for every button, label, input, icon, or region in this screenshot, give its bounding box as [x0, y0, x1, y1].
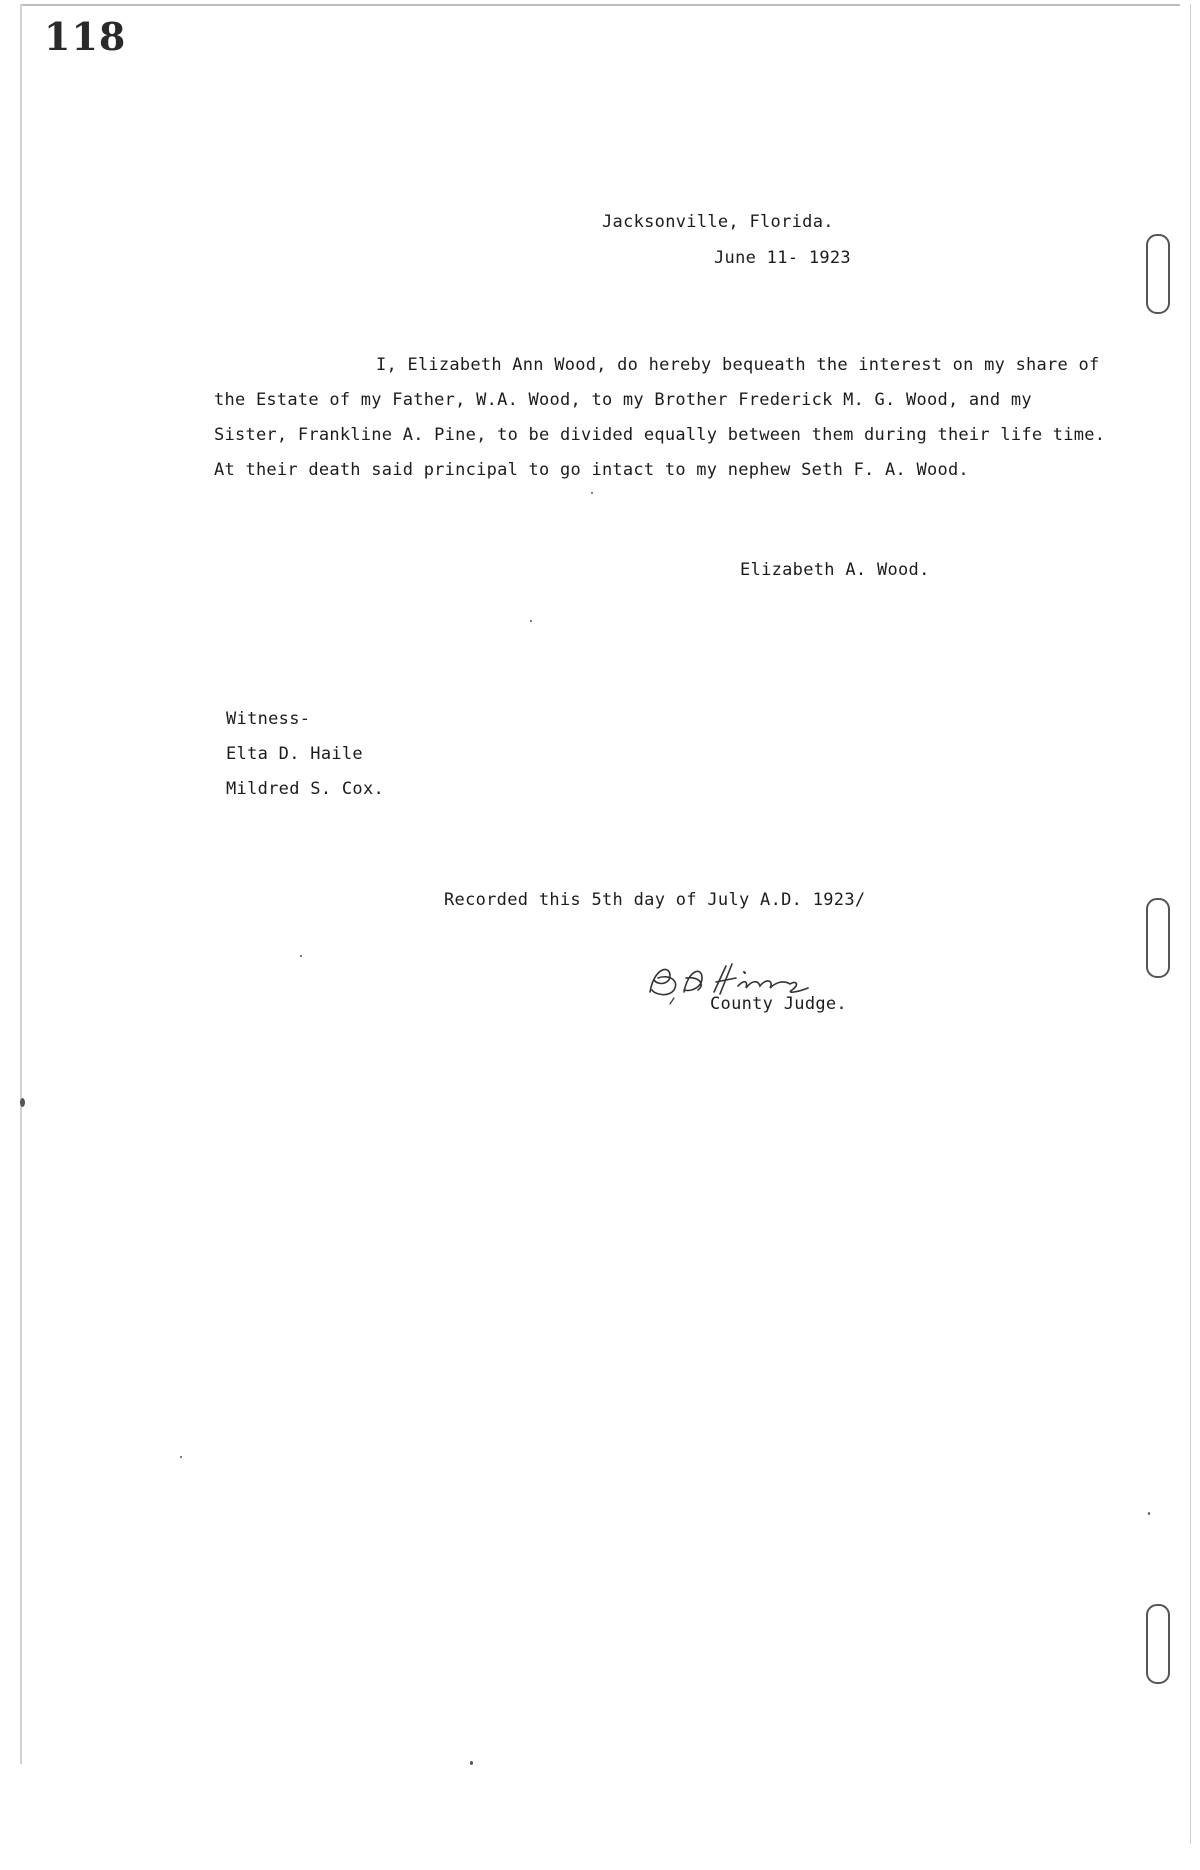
paragraph-line: the Estate of my Father, W.A. Wood, to my Brother Frederick M. G. Wood, and my: [214, 390, 1032, 410]
binder-hole: [1146, 898, 1170, 978]
bequest-paragraph: [214, 348, 1106, 488]
ink-speck: [470, 1761, 473, 1765]
judge-title: County Judge.: [710, 994, 847, 1014]
binder-hole: [1146, 234, 1170, 314]
header-date: June 11- 1923: [714, 248, 851, 268]
ink-speck: [300, 955, 302, 957]
witness-name: Mildred S. Cox.: [226, 779, 385, 799]
witness-name: Elta D. Haile: [226, 744, 363, 764]
page-right-edge: [1190, 4, 1191, 1844]
header-location: Jacksonville, Florida.: [602, 212, 834, 232]
testator-signature: Elizabeth A. Wood.: [740, 560, 930, 580]
binder-hole: [1146, 1604, 1170, 1684]
witness-block: [226, 702, 384, 807]
page-left-edge: [20, 4, 22, 1764]
page-number: 118: [44, 14, 127, 59]
ink-speck: [591, 492, 593, 494]
paragraph-line: At their death said principal to go intact to my nephew Seth F. A. Wood.: [214, 460, 969, 480]
paragraph-line: Sister, Frankline A. Pine, to be divided equally between them during their life time.: [214, 425, 1106, 445]
ink-speck: [530, 620, 532, 622]
ink-speck: [1148, 1512, 1150, 1515]
witness-heading: Witness-: [226, 709, 311, 729]
ink-speck: [20, 1098, 25, 1107]
page-top-edge: [20, 4, 1180, 6]
ink-speck: [180, 1456, 182, 1458]
paragraph-line: I, Elizabeth Ann Wood, do hereby bequeath the interest on my share of: [376, 355, 1100, 375]
recording-statement: Recorded this 5th day of July A.D. 1923/: [444, 890, 866, 910]
